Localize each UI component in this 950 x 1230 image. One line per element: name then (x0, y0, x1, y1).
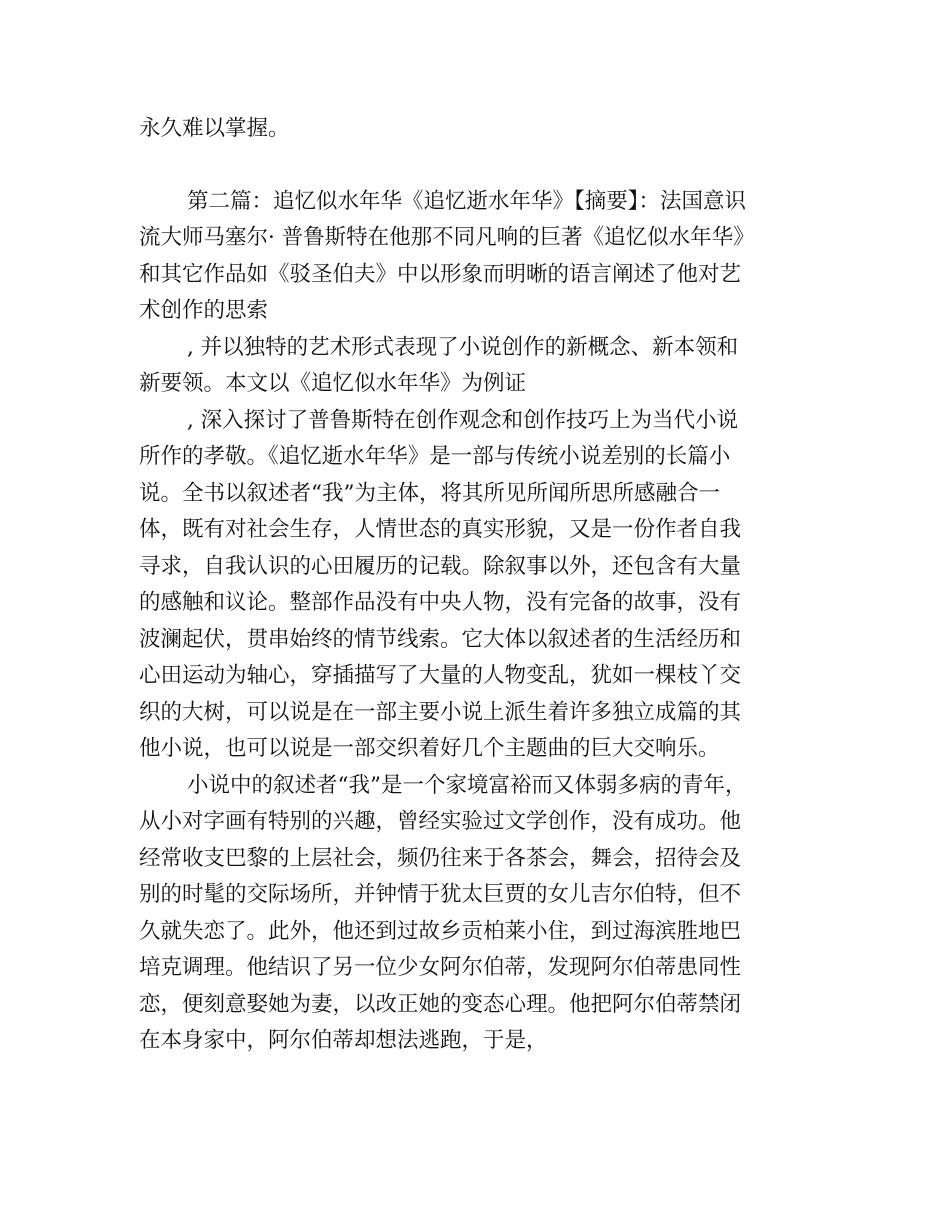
paragraph-narrator-story: 小说中的叙述者“我”是一个家境富裕而又体弱多病的青年，从小对字画有特别的兴趣，曾经实验过文学创作，没有成功。他经常收支巴黎的上层社会，频仍往来于各茶会，舞会，招待会及别的时髦的交际场所，并钟情于犹太巨贾的女儿吉尔伯特，但不久就失恋了。此外，他还到过故乡贡柏莱小住，到过海滨胜地巴培克调理。他结识了另一位少女阿尔伯蒂，发现阿尔伯蒂患同性恋，便刻意娶她为妻，以改正她的变态心理。他把阿尔伯蒂禁闭在本身家中，阿尔伯蒂却想法逃跑，于是， (139, 772, 747, 1053)
document-body (139, 111, 749, 1060)
paragraph-novel-overview: , 深入探讨了普鲁斯特在创作观念和创作技巧上为当代小说所作的孝敬。《追忆逝水年华》是一部与传统小说差别的长篇小说。全书以叙述者“我”为主体，将其所见所闻所思所感融合一体，既有对社会生存，人情世态的真实形貌，又是一份作者自我寻求，自我认识的心田履历的记载。除叙事以外，还包含有大量的感触和议论。整部作品没有中央人物，没有完备的故事，没有波澜起伏，贯串始终的情节线索。它大体以叙述者的生活经历和心田运动为轴心，穿插描写了大量的人物变乱，犹如一棵枝丫交织的大树，可以说是在一部主要小说上派生着许多独立成篇的其他小说，也可以说是一部交织着好几个主题曲的巨大交响乐。 (139, 407, 742, 761)
paragraph-abstract-continued: , 并以独特的艺术形式表现了小说创作的新概念、新本领和新要领。本文以《追忆似水年华》为例证 (139, 334, 739, 396)
paragraph-closing-line: 永久难以掌握。 (139, 116, 290, 141)
paragraph-chapter-abstract: 第二篇：追忆似水年华《追忆逝水年华》【摘要】：法国意识流大师马塞尔· 普鲁斯特在他那不同凡响的巨著《追忆似水年华》和其它作品如《驳圣伯夫》中以形象而明晰的语言阐述了他对艺术创作的思索 (139, 188, 747, 323)
